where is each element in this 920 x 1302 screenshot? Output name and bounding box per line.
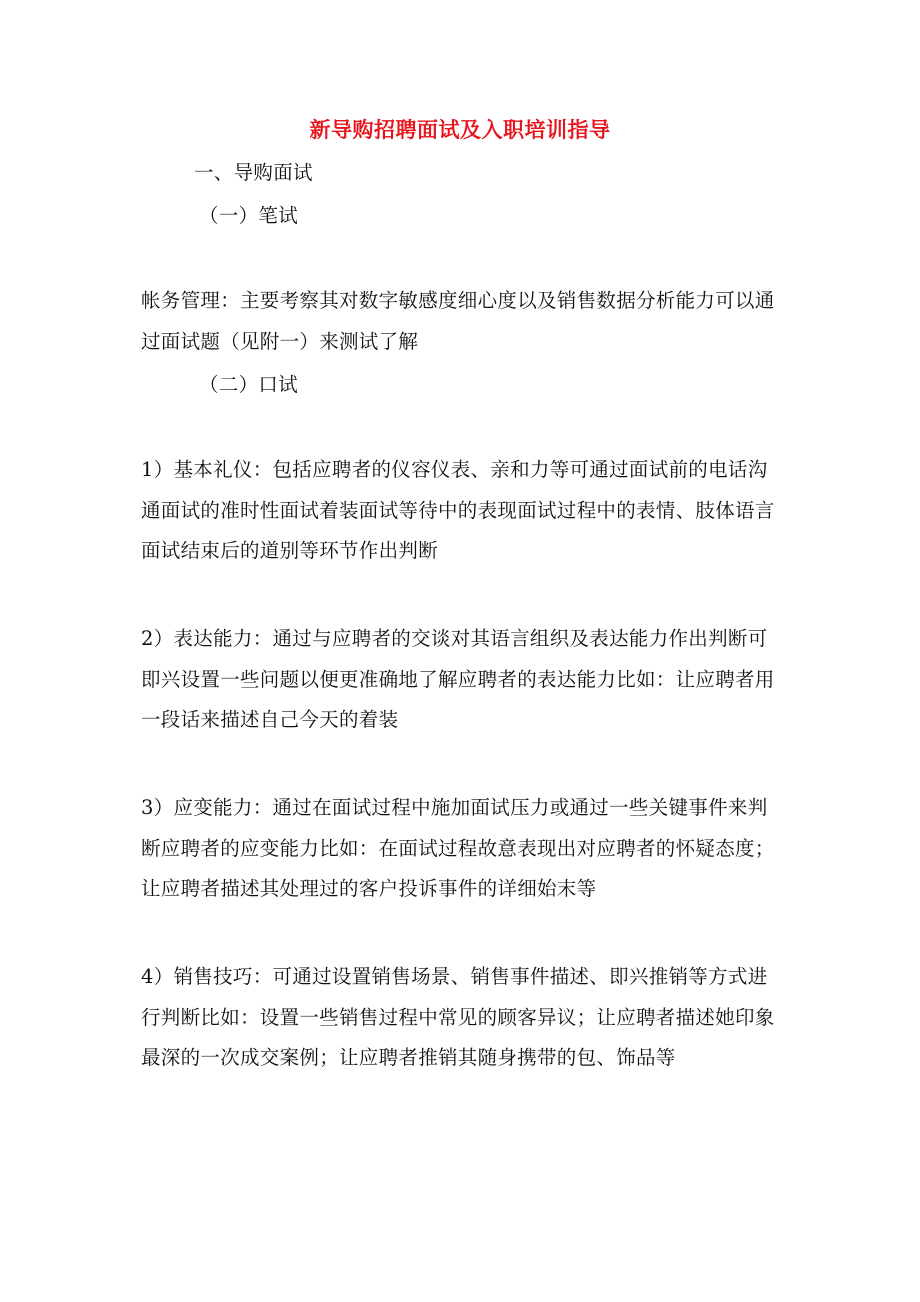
subsection-heading-oral: （二）口试: [199, 373, 299, 396]
written-test-paragraph: 帐务管理：主要考察其对数字敏感度细心度以及销售数据分析能力可以通过面试题（见附一）来测试了解: [141, 289, 775, 353]
subsection-heading-written: （一）笔试: [199, 204, 299, 227]
list-item-etiquette: 1）基本礼仪：包括应聘者的仪容仪表、亲和力等可通过面试前的电话沟通面试的准时性面试着装面试等待中的表现面试过程中的表情、肢体语言面试结束后的道别等环节作出判断: [141, 458, 775, 562]
list-item-sales-skills: 4）销售技巧：可通过设置销售场景、销售事件描述、即兴推销等方式进行判断比如：设置一些销售过程中常见的顾客异议；让应聘者描述她印象最深的一次成交案例；让应聘者推销其随身携带的包、饰品等: [141, 965, 775, 1069]
document-title: 新导购招聘面试及入职培训指导: [309, 117, 611, 142]
list-item-expression: 2）表达能力：通过与应聘者的交谈对其语言组织及表达能力作出判断可即兴设置一些问题以便更准确地了解应聘者的表达能力比如：让应聘者用一段话来描述自己今天的着装: [141, 627, 775, 731]
list-item-adaptability: 3）应变能力：通过在面试过程中施加面试压力或通过一些关键事件来判断应聘者的应变能力比如：在面试过程故意表现出对应聘者的怀疑态度；让应聘者描述其处理过的客户投诉事件的详细始末等: [141, 796, 775, 900]
section-heading-interview: 一、导购面试: [194, 161, 313, 184]
